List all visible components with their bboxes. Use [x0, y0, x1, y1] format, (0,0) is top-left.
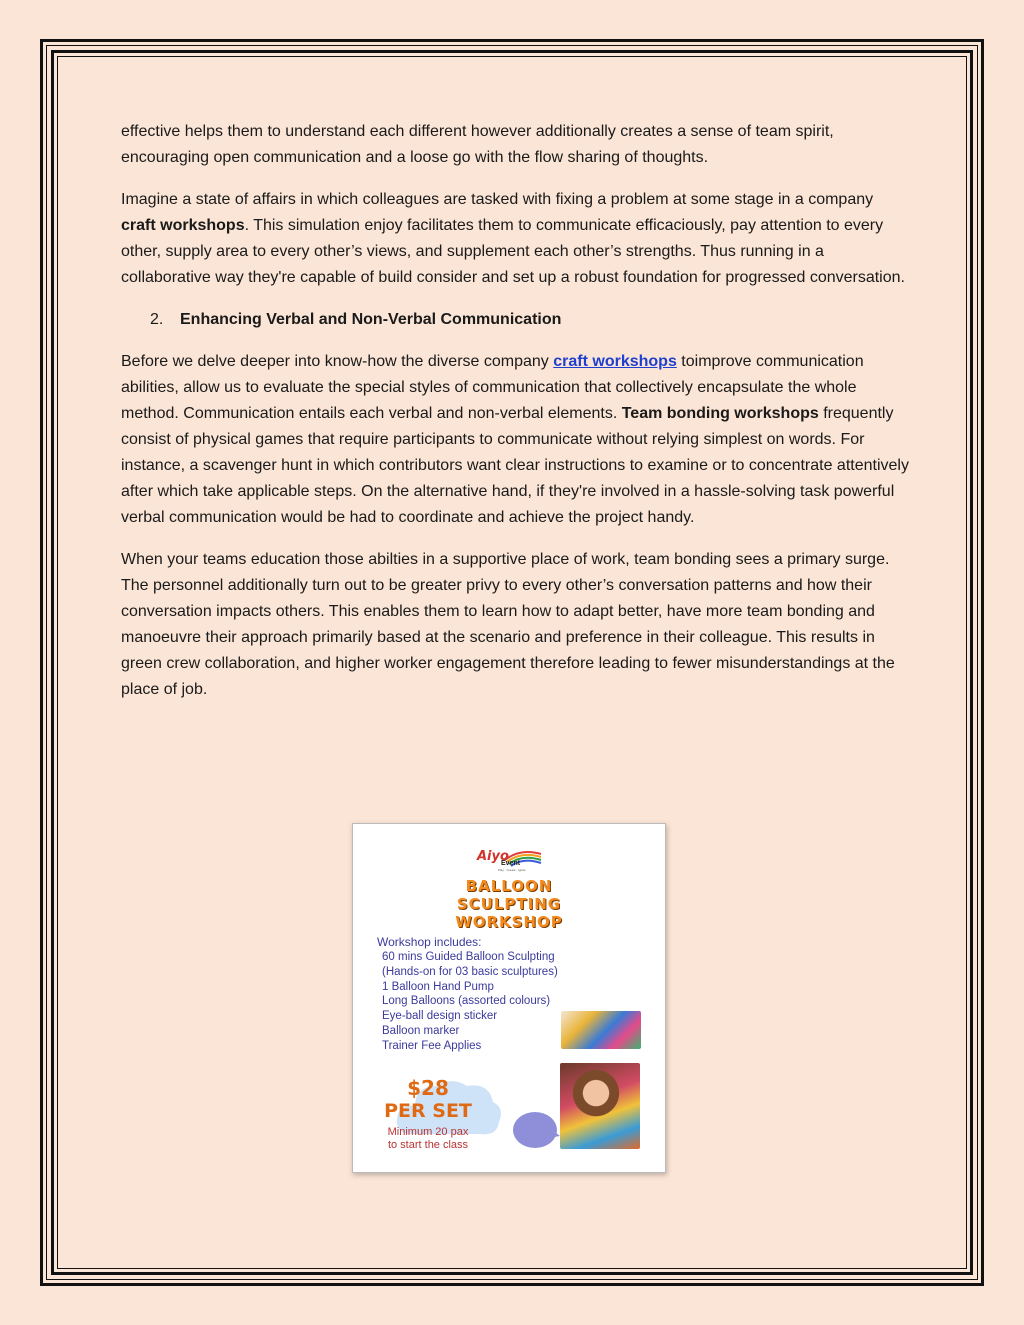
- paragraph-communication: [121, 349, 911, 531]
- bold-keyword: Team bonding workshops: [621, 405, 819, 422]
- poster-title-line-2: SCULPTING: [456, 895, 562, 913]
- bold-keyword: craft workshops: [121, 217, 245, 234]
- paragraph-text: Imagine a state of affairs in which colleagues are tasked with fixing a problem at some stage in a company: [121, 191, 874, 208]
- logo-tagline: Play · Create · Ignite: [498, 868, 526, 872]
- paragraph-text: Before we delve deeper into know-how the diverse company: [121, 353, 554, 370]
- poster-title-line-3: WORKSHOP: [455, 913, 563, 931]
- logo-text: Aiyo: [477, 849, 509, 864]
- heading-text: Enhancing Verbal and Non-Verbal Communication: [180, 311, 562, 328]
- child-with-balloons-photo: [560, 1063, 640, 1149]
- craft-workshops-link[interactable]: craft workshops: [553, 353, 677, 370]
- list-item: 60 mins Guided Balloon Sculpting: [382, 951, 555, 963]
- list-item: 1 Balloon Hand Pump: [382, 980, 494, 993]
- includes-list: [382, 950, 558, 1054]
- balloon-icon: [511, 1110, 561, 1150]
- price-amount: $28: [407, 1076, 449, 1100]
- list-item: Long Balloons (assorted colours): [382, 995, 551, 1008]
- poster-title-line-1: BALLOON: [465, 877, 553, 895]
- list-item: Eye-ball design sticker: [382, 1010, 498, 1023]
- heading-number: 2.: [150, 311, 164, 328]
- minimum-pax: Minimum 20 pax: [387, 1126, 469, 1138]
- balloon-workshop-poster: [352, 823, 666, 1173]
- minimum-note: to start the class: [387, 1139, 469, 1151]
- list-item: (Hands-on for 03 basic sculptures): [382, 965, 558, 978]
- price-unit: PER SET: [384, 1100, 472, 1122]
- paragraph-teams: [121, 547, 911, 703]
- includes-title: Workshop includes:: [377, 935, 482, 949]
- paragraph-text: frequently consist of physical games that require participants to communicate without relying simplest on words. For instance, a scavenger hunt in which contributors want clear instructions to examine or to concentrate attentively after which take applicable steps. On the alternative hand, if they're involved in a hassle-solving task powerful verbal communication would be had to coordinate and achieve the project handy.: [121, 405, 909, 526]
- list-item: Trainer Fee Applies: [382, 1039, 482, 1052]
- logo-subtext: Event: [501, 860, 521, 867]
- paragraph-text: effective helps them to understand each different however additionally creates a sense of team spirit, encouraging open communication and a loose go with the flow sharing of thoughts.: [121, 123, 834, 166]
- section-heading: [121, 307, 911, 333]
- paragraph-text: toimprove communication abilities, allow us to evaluate the special styles of communication that collectively encapsulate the whole method. Communication entails each verbal and non-verbal elements.: [121, 353, 864, 422]
- list-item: Balloon marker: [382, 1024, 460, 1037]
- paragraph-intro: [121, 119, 911, 171]
- balloon-sculpting-photo: [561, 1011, 641, 1049]
- paragraph-text: . This simulation enjoy facilitates them to communicate efficaciously, pay attention to every other, supply area to every other’s views, and supplement each other’s strengths. Thus running in a collaborative way they're capable of build consider and set up a robust foundation for progressed conversation.: [121, 217, 905, 286]
- paragraph-scenario: [121, 187, 911, 291]
- paragraph-text: When your teams education those abilties in a supportive place of work, team bonding sees a primary surge. The personnel additionally turn out to be greater privy to every other’s conversation patterns and how their conversation impacts others. This enables them to learn how to adapt better, have more team bonding and manoeuvre their approach primarily based at the scenario and preference in their colleague. This results in green crew collaboration, and higher worker engagement therefore leading to fewer misunderstandings at the place of job.: [121, 551, 895, 698]
- document-body: [121, 119, 911, 719]
